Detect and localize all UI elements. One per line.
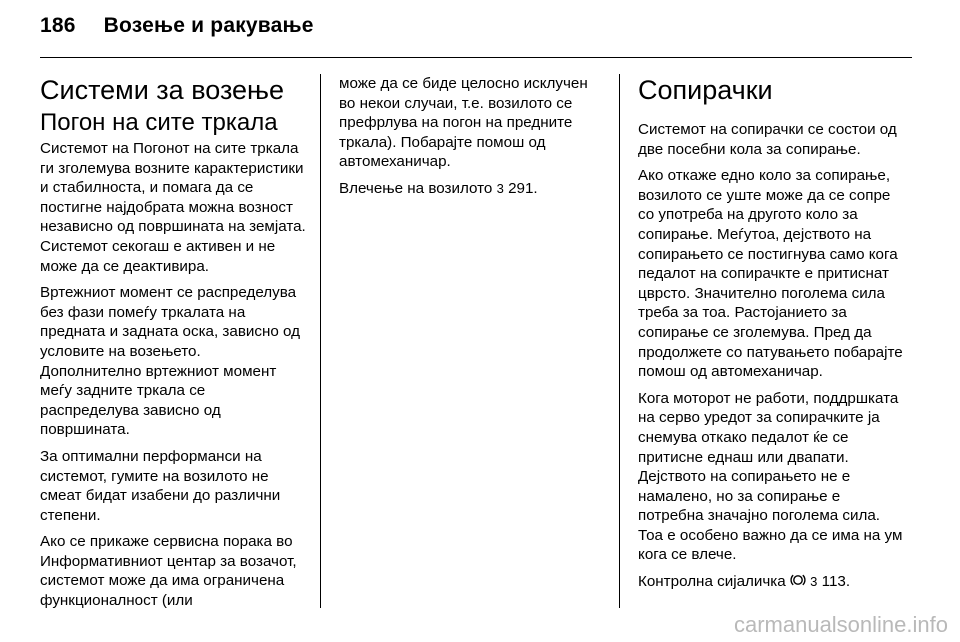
watermark: carmanualsonline.info bbox=[733, 612, 948, 637]
section-title: Возење и ракување bbox=[103, 14, 314, 37]
column-3 bbox=[638, 74, 906, 599]
reference-arrow-icon: 3 bbox=[496, 180, 504, 196]
paragraph: Кога моторот не работи, поддршката на серво уредот за сопирачките ја снемува откако педалот ќе се притисне еднаш или двапати. Дејството на сопирањето не е намалено, но за сопирање е потребна значајно поголема сила. Тоа е особено важно да се има на ум кога се влече. bbox=[638, 389, 903, 564]
paragraph: За оптимални перформанси на системот, гумите на возилото не смеат бидат изабени до различни степени. bbox=[40, 447, 281, 524]
brake-warning-icon bbox=[790, 573, 806, 587]
paragraph: може да се биде целосно исклучен во некои случаи, т.е. возилото се префрлува на погон на предните тркала). Побарајте помош од автомеханичар. bbox=[339, 75, 588, 171]
column-divider bbox=[619, 74, 620, 608]
control-lamp-reference bbox=[638, 572, 906, 592]
control-lamp-page[interactable]: 113. bbox=[821, 573, 851, 591]
page-number: 186 bbox=[40, 14, 76, 37]
paragraph: Системот на сопирачки се состои од две посебни кола за сопирање. bbox=[638, 121, 897, 158]
subheading-all-wheel-drive: Погон на сите тркала bbox=[40, 109, 278, 136]
paragraph: Системот на Погонот на сите тркала ги зголемува возните карактеристики и стабилноста, и помага да се постигне најдобрата можна возност независно од површината на земјата. Системот секогаш е активен и не може да се деактивира. bbox=[40, 140, 306, 275]
towing-reference-text: Влечење на возилото bbox=[339, 179, 493, 197]
column-1 bbox=[40, 74, 306, 618]
paragraph: Вртежниот момент се распределува без фази помеѓу тркалата на предната и задната оска, зависно од условите на возењето. Дополнително вртежниот момент меѓу задните тркала се распределува зависно од површината. bbox=[40, 284, 301, 439]
paragraph: Ако откаже едно коло за сопирање, возилото се уште може да се сопре со употреба на другото коло за сопирање. Меѓутоа, дејството на сопирањето се постигнува само кога педалот на сопирачкте е притиснат цврсто. Значително поголема сила треба за тоа. Растојанието за сопирање се зголемува. Пред да продолжете со патувањето побарајте помош од автомеханичар. bbox=[638, 167, 903, 381]
column-divider bbox=[320, 74, 321, 608]
towing-reference-page[interactable]: 291. bbox=[508, 179, 538, 197]
paragraph: Ако се прикаже сервисна порака во Информативниот центар за возачот, системот може да има ограничена функционалност (или bbox=[40, 533, 297, 610]
towing-reference bbox=[339, 179, 605, 199]
section-heading-driving-systems: Системи за возење bbox=[40, 75, 285, 105]
reference-arrow-icon: 3 bbox=[810, 574, 818, 590]
page-header bbox=[40, 14, 314, 38]
column-2 bbox=[339, 74, 605, 206]
header-divider bbox=[40, 57, 912, 58]
section-heading-brakes: Сопирачки bbox=[638, 75, 773, 105]
control-lamp-text: Контролна сијаличка bbox=[638, 573, 786, 591]
